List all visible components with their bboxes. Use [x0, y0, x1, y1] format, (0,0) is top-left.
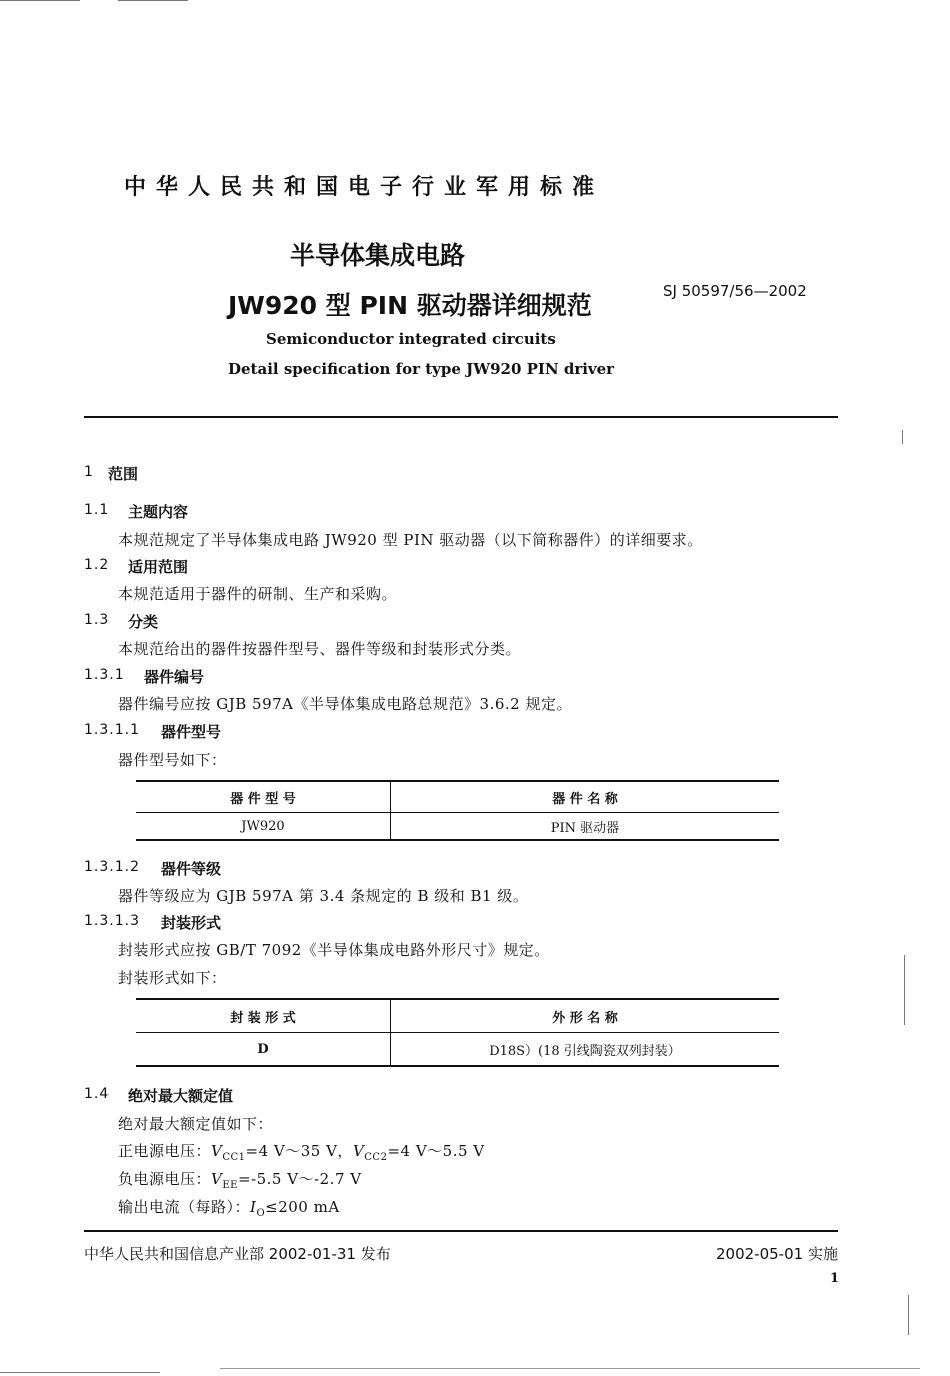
scan-artifact-top: [118, 0, 188, 1]
section-number: 1.3.1.1: [84, 722, 140, 738]
section-text: 封装形式如下：: [118, 969, 227, 987]
scan-artifact-bottom: [0, 1372, 160, 1373]
section-title: 封装形式: [161, 914, 222, 932]
section-title: 适用范围: [128, 558, 189, 576]
section-text: 本规范适用于器件的研制、生产和采购。: [118, 585, 398, 603]
document-title-line1: 半导体集成电路: [290, 241, 466, 270]
section-text: 本规范规定了半导体集成电路 JW920 型 PIN 驱动器（以下简称器件）的详细要求。: [118, 531, 703, 549]
section-number: 1.3.1.2: [84, 859, 140, 875]
subscript: CC1: [222, 1152, 246, 1163]
symbol: V: [211, 1142, 223, 1160]
section-number: 1.3.1: [84, 667, 125, 683]
device-model-table: [136, 780, 779, 841]
english-title-line1: Semiconductor integrated circuits: [266, 330, 556, 348]
rating-label: 输出电流（每路）：: [118, 1198, 251, 1216]
subscript: EE: [222, 1180, 238, 1191]
symbol: V: [352, 1142, 365, 1160]
rating-label: 负电源电压：: [118, 1170, 212, 1188]
subscript: O: [256, 1208, 266, 1219]
standard-code: SJ 50597/56—2002: [663, 282, 807, 300]
section-title: 器件编号: [144, 668, 205, 686]
table-cell: D18S）(18 引线陶瓷双列封装）: [489, 1043, 681, 1059]
issuer-line: 中华人民共和国信息产业部 2002-01-31 发布: [84, 1245, 391, 1263]
subscript: CC2: [364, 1152, 388, 1163]
section-text: 本规范给出的器件按器件型号、器件等级和封装形式分类。: [118, 640, 522, 658]
section-title: 分类: [128, 613, 159, 631]
section-text: 封装形式应按 GB/T 7092《半导体集成电路外形尺寸》规定。: [118, 941, 550, 959]
section-title: 范围: [108, 465, 139, 483]
rating-positive-supply: [118, 1140, 485, 1163]
standard-title: 中华人民共和国电子行业军用标准: [124, 175, 605, 200]
section-number: 1: [84, 464, 94, 480]
rating-value: ≤200 mA: [265, 1198, 340, 1216]
section-number: 1.3: [84, 612, 110, 628]
table-cell: JW920: [136, 813, 391, 841]
symbol: I: [250, 1198, 257, 1216]
section-number: 1.1: [84, 502, 110, 518]
section-text: 器件型号如下：: [118, 751, 227, 769]
header-divider: [84, 416, 838, 418]
table-cell: D: [136, 1033, 391, 1067]
table-header: 器 件 型 号: [136, 781, 391, 813]
section-text: 绝对最大额定值如下：: [118, 1115, 274, 1133]
scan-artifact-right: [904, 955, 905, 1025]
table-header: 器 件 名 称: [552, 791, 618, 807]
english-title-line2: Detail specification for type JW920 PIN driver: [228, 360, 615, 378]
scan-artifact-right: [902, 430, 903, 444]
scan-artifact-bottom: [220, 1368, 920, 1369]
rating-value: =4 V～35 V，: [245, 1142, 353, 1160]
section-text: 器件等级应为 GJB 597A 第 3.4 条规定的 B 级和 B1 级。: [118, 887, 529, 905]
section-number: 1.2: [84, 557, 110, 573]
page-number: 1: [830, 1271, 840, 1286]
scan-artifact-top: [0, 0, 80, 1]
effective-date: 2002-05-01 实施: [716, 1245, 838, 1263]
footer-divider: [84, 1230, 838, 1232]
section-title: 器件型号: [161, 723, 222, 741]
table-cell: PIN 驱动器: [550, 820, 620, 836]
package-table: [136, 998, 779, 1067]
rating-negative-supply: [118, 1168, 362, 1191]
section-title: 绝对最大额定值: [128, 1087, 234, 1105]
section-title: 器件等级: [161, 860, 222, 878]
rating-output-current: [118, 1196, 340, 1219]
rating-label: 正电源电压：: [118, 1142, 212, 1160]
table-header: 封 装 形 式: [136, 999, 391, 1033]
rating-value: =4 V～5.5 V: [387, 1142, 485, 1160]
symbol: V: [211, 1170, 223, 1188]
scan-artifact-right: [908, 1295, 909, 1335]
section-text: 器件编号应按 GJB 597A《半导体集成电路总规范》3.6.2 规定。: [118, 695, 572, 713]
table-header: 外 形 名 称: [552, 1010, 618, 1026]
rating-value: =-5.5 V～-2.7 V: [237, 1170, 362, 1188]
section-number: 1.3.1.3: [84, 913, 140, 929]
section-number: 1.4: [84, 1086, 110, 1102]
document-title-line2: JW920 型 PIN 驱动器详细规范: [228, 291, 592, 320]
section-title: 主题内容: [128, 503, 189, 521]
